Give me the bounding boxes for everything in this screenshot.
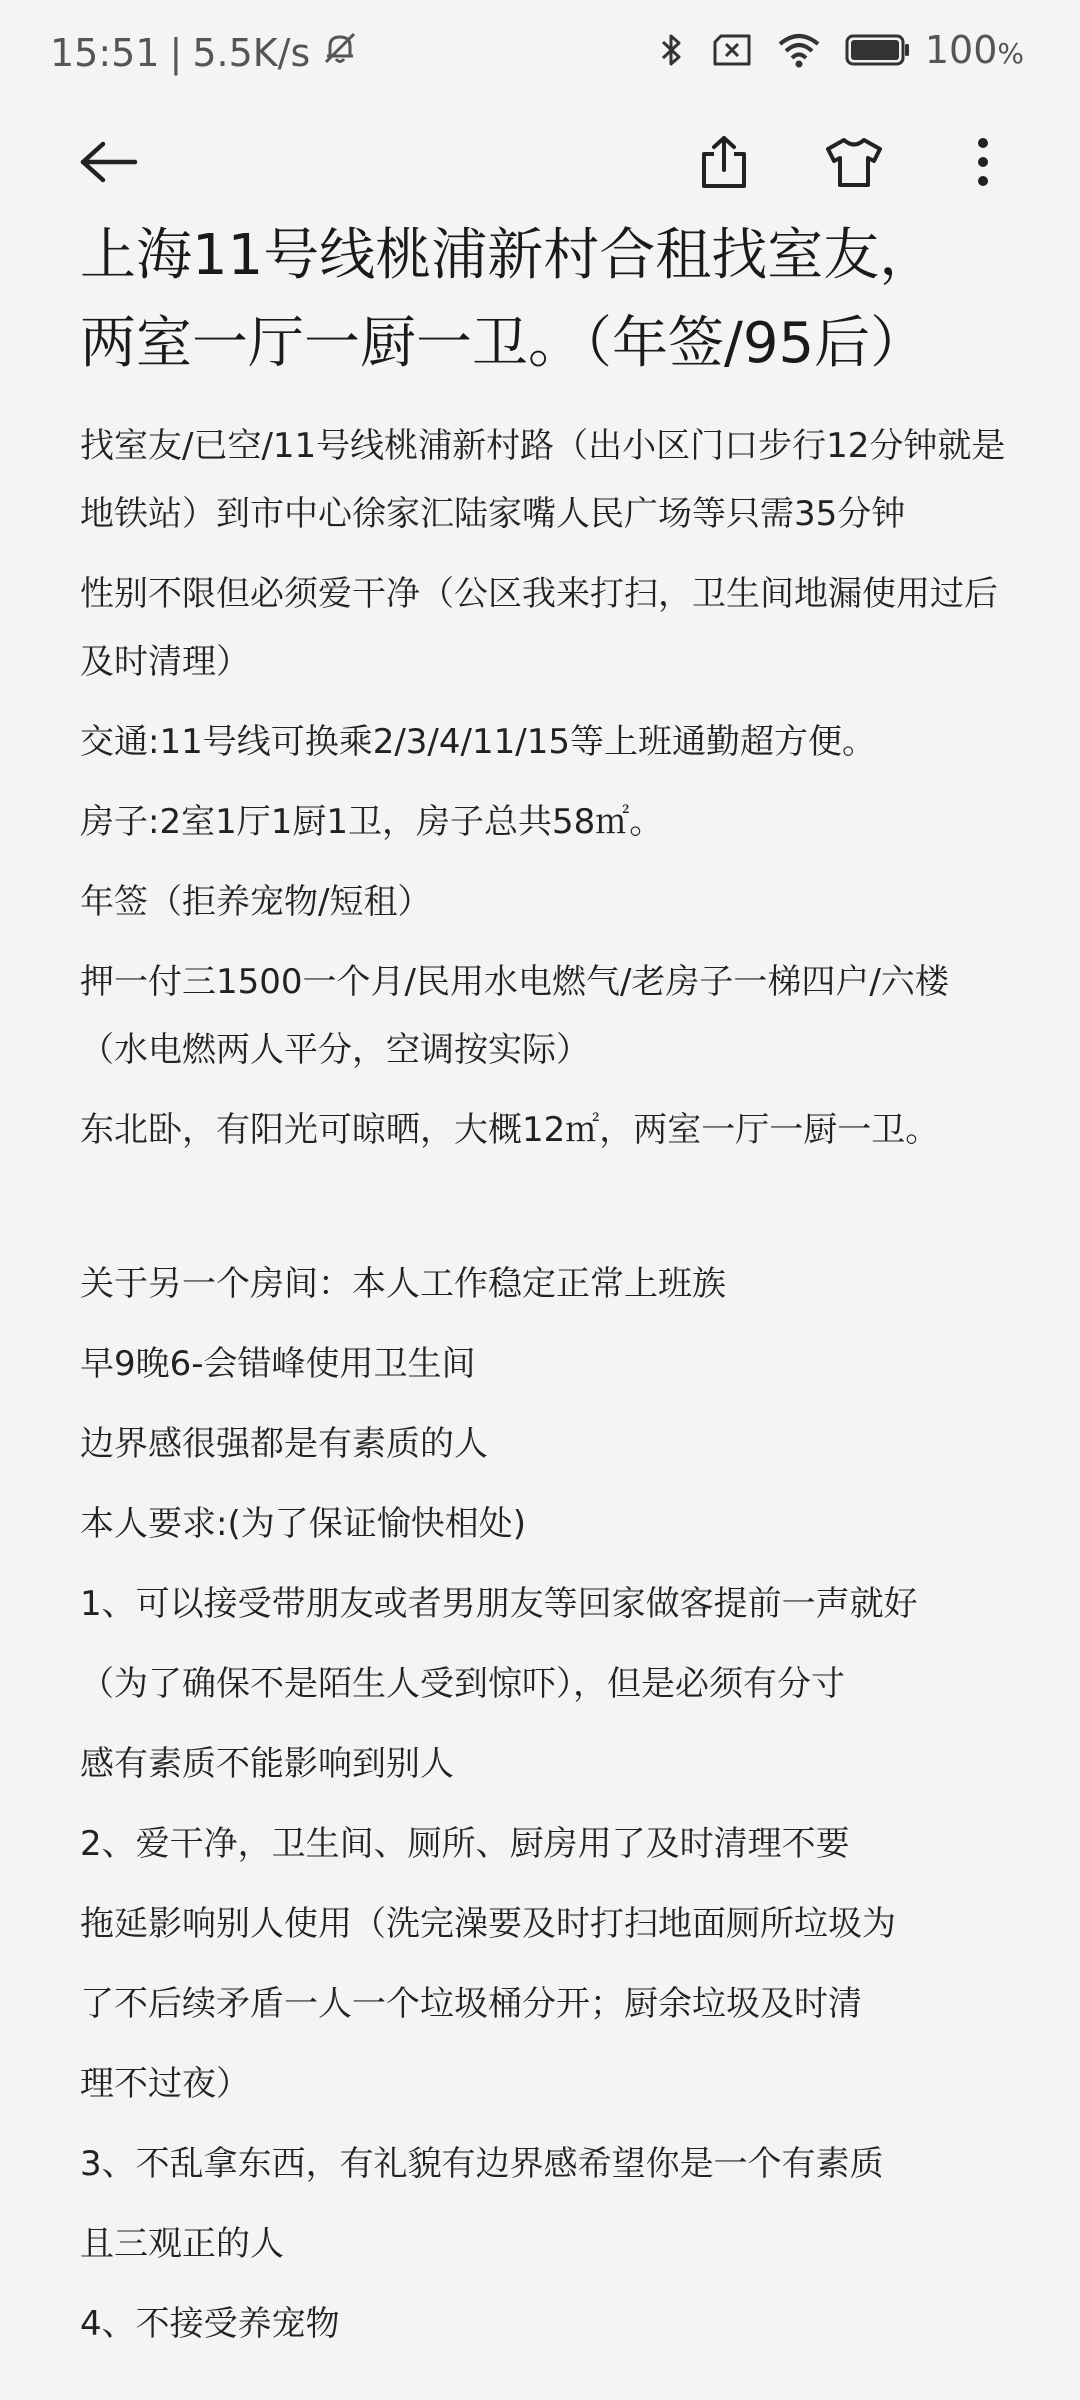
share-button[interactable] bbox=[674, 104, 774, 224]
post-paragraph: 交通:11号线可换乘2/3/4/11/15等上班通勤超方便。 bbox=[80, 722, 876, 762]
post-line: 关于另一个房间：本人工作稳定正常上班族 bbox=[80, 1264, 726, 1304]
post-line: 了不后续矛盾一人一个垃圾桶分开；厨余垃圾及时清 bbox=[80, 1984, 862, 2024]
back-button[interactable] bbox=[58, 104, 158, 224]
status-right bbox=[657, 28, 1024, 72]
post-line: 拖延影响别人使用（洗完澡要及时打扫地面厕所垃圾为 bbox=[80, 1904, 896, 1944]
post-title-line: 两室一厅一厨一卫。（年签/95后） bbox=[80, 311, 927, 376]
post-title-line: 上海11号线桃浦新村合租找室友， bbox=[80, 223, 936, 288]
status-net-speed: 5.5K/s bbox=[192, 30, 311, 75]
post-paragraph: 东北卧，有阳光可晾晒，大概12㎡，两室一厅一厨一卫。 bbox=[80, 1110, 940, 1150]
post-paragraph: 房子:2室1厅1厨1卫，房子总共58㎡。 bbox=[80, 802, 664, 842]
battery-value: 100 bbox=[924, 28, 998, 72]
top-toolbar bbox=[0, 104, 1080, 224]
status-separator: | bbox=[169, 30, 183, 75]
post-line: （为了确保不是陌生人受到惊吓），但是必须有分寸 bbox=[80, 1664, 845, 1704]
post-body bbox=[80, 412, 1010, 2364]
post-line: 1、可以接受带朋友或者男朋友等回家做客提前一声就好 bbox=[80, 1584, 918, 1624]
post-line: 且三观正的人 bbox=[80, 2224, 284, 2264]
post-paragraph: 找室友/已空/11号线桃浦新村路（出小区门口步行12分钟就是地铁站）到市中心徐家汇陆家嘴人民广场等只需35分钟 bbox=[80, 426, 1006, 534]
more-vertical-icon bbox=[975, 136, 991, 192]
post-line: 边界感很强都是有素质的人 bbox=[80, 1424, 488, 1464]
mute-bell-icon bbox=[320, 28, 360, 77]
more-button[interactable] bbox=[933, 104, 1033, 224]
battery-unit: % bbox=[997, 37, 1024, 70]
post-title bbox=[80, 212, 1020, 388]
status-left bbox=[50, 28, 360, 77]
wifi-icon bbox=[777, 32, 821, 68]
status-bar bbox=[0, 0, 1080, 104]
tshirt-icon bbox=[824, 135, 884, 193]
status-time: 15:51 bbox=[50, 30, 160, 75]
post-line: 4、不接受养宠物 bbox=[80, 2304, 340, 2344]
paragraph-spacer bbox=[80, 1164, 1010, 1244]
no-sim-icon bbox=[711, 33, 753, 67]
post-line: 早9晚6-会错峰使用卫生间 bbox=[80, 1344, 476, 1384]
post-paragraph: 年签（拒养宠物/短租） bbox=[80, 882, 432, 922]
share-icon bbox=[698, 134, 750, 194]
post-line: 2、爱干净，卫生间、厕所、厨房用了及时清理不要 bbox=[80, 1824, 850, 1864]
post-line: 本人要求:(为了保证愉快相处) bbox=[80, 1504, 526, 1544]
post-paragraph: 性别不限但必须爱干净（公区我来打扫，卫生间地漏使用过后及时清理） bbox=[80, 574, 998, 682]
post-paragraph: 押一付三1500一个月/民用水电燃气/老房子一梯四户/六楼（水电燃两人平分，空调按实际） bbox=[80, 962, 949, 1070]
battery-level bbox=[925, 28, 1024, 72]
post-line: 感有素质不能影响到别人 bbox=[80, 1744, 454, 1784]
post-line: 理不过夜） bbox=[80, 2064, 250, 2104]
battery-icon bbox=[845, 33, 911, 67]
back-arrow-icon bbox=[77, 140, 139, 188]
outfit-button[interactable] bbox=[804, 104, 904, 224]
post-line: 3、不乱拿东西，有礼貌有边界感希望你是一个有素质 bbox=[80, 2144, 884, 2184]
bluetooth-icon bbox=[657, 30, 687, 70]
